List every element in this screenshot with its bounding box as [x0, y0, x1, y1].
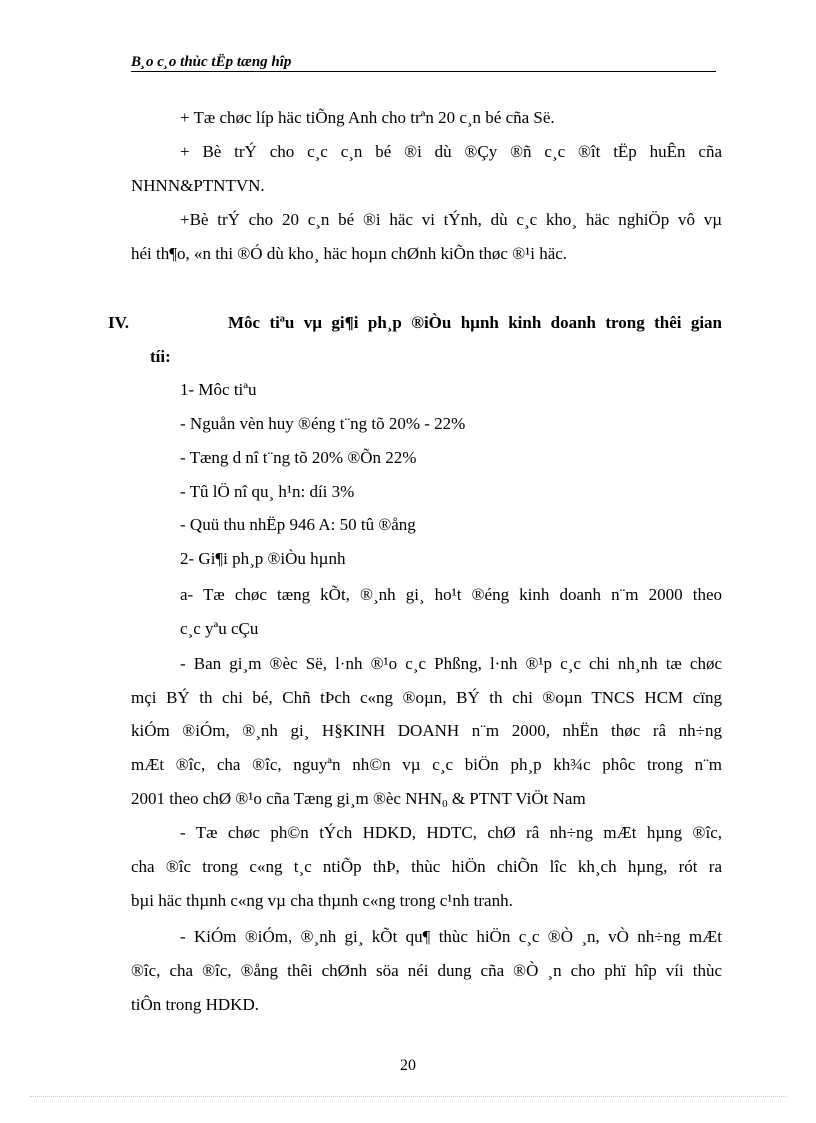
body-line: +Bè trÝ cho 20 c¸n bé ®i häc vi tÝnh, dù c¸c kho¸ häc nghiÖp vô vµ: [180, 210, 722, 229]
paragraph-line: kiÓm ®iÓm, ®¸nh gi¸ H§KINH DOANH n¨m 2000, nhËn thøc râ nh÷ng: [131, 721, 722, 740]
goals-heading: 1- Môc tiªu: [180, 380, 257, 399]
section-title-cont: tíi:: [150, 347, 171, 366]
paragraph-line: mÆt ®îc, cha ®îc, nguyªn nh©n vµ c¸c biÖn ph¸p kh¾c phôc trong n¨m: [131, 755, 722, 774]
body-line: NHNN&PTNTVN.: [131, 176, 265, 195]
paragraph-line: cha ®îc trong c«ng t¸c ntiÕp thÞ, thùc hiÖn chiÕn lîc kh¸ch hµng, rót ra: [131, 857, 722, 876]
paragraph-line: - Tæ chøc ph©n tÝch HDKD, HDTC, chØ râ nh÷ng mÆt hµng ®îc,: [180, 823, 722, 842]
solutions-heading: 2- Gi¶i ph¸p ®iÒu hµnh: [180, 549, 346, 568]
section-title: Môc tiªu vµ gi¶i ph¸p ®iÒu hµnh kinh doanh trong thêi gian: [228, 313, 722, 332]
solution-a: a- Tæ chøc tæng kÕt, ®¸nh gi¸ ho¹t ®éng kinh doanh n¨m 2000 theo: [180, 585, 722, 604]
paragraph-line: - KiÓm ®iÓm, ®¸nh gi¸ kÕt qu¶ thùc hiÖn c¸c ®Ò ¸n, vÒ nh÷ng mÆt: [180, 927, 722, 946]
goal-item: - Quü thu nhËp 946 A: 50 tû ®ång: [180, 515, 416, 534]
section-number: IV.: [108, 313, 129, 332]
text-run: & PTNT ViÖt Nam: [447, 789, 586, 808]
header-rule: [131, 71, 716, 72]
page-bottom-border: [30, 1096, 786, 1097]
running-header: B¸o c¸o thùc tËp tæng hîp: [131, 54, 292, 70]
goal-item: - Nguån vèn huy ®éng t¨ng tõ 20% - 22%: [180, 414, 466, 433]
subscript: 0: [442, 798, 448, 810]
paragraph-line: - Ban gi¸m ®èc Së, l·nh ®¹o c¸c Phßng, l·nh ®¹p c¸c chi nh¸nh tæ chøc: [180, 654, 722, 673]
body-line: + Tæ chøc líp häc tiÕng Anh cho trªn 20 c¸n bé cña Së.: [180, 108, 555, 127]
goal-item: - Tû lÖ nî qu¸ h¹n: díi 3%: [180, 482, 355, 501]
goal-item: - Tæng d nî t¨ng tõ 20% ®Õn 22%: [180, 448, 417, 467]
body-line: héi th¶o, «n thi ®Ó dù kho¸ häc hoµn chØnh kiÕn thøc ®¹i häc.: [131, 244, 568, 263]
paragraph-line: tiÔn trong HDKD.: [131, 995, 259, 1014]
solution-a-cont: c¸c yªu cÇu: [180, 619, 259, 638]
paragraph-line: [131, 788, 586, 815]
paragraph-line: bµi häc thµnh c«ng vµ cha thµnh c«ng trong c¹nh tranh.: [131, 891, 513, 910]
paragraph-line: mçi BÝ th chi bé, Chñ tÞch c«ng ®oµn, BÝ th chi ®oµn TNCS HCM cïng: [131, 688, 722, 707]
paragraph-line: ®îc, cha ®îc, ®ång thêi chØnh söa néi dung cña ®Ò ¸n cho phï hîp víi thùc: [131, 961, 722, 980]
body-line: + Bè trÝ cho c¸c c¸n bé ®i dù ®Çy ®ñ c¸c ®ît tËp huÊn cña: [180, 142, 722, 161]
page-number: 20: [400, 1057, 416, 1074]
text-run: 2001 theo chØ ®¹o cña Tæng gi¸m ®èc NHN: [131, 789, 443, 808]
